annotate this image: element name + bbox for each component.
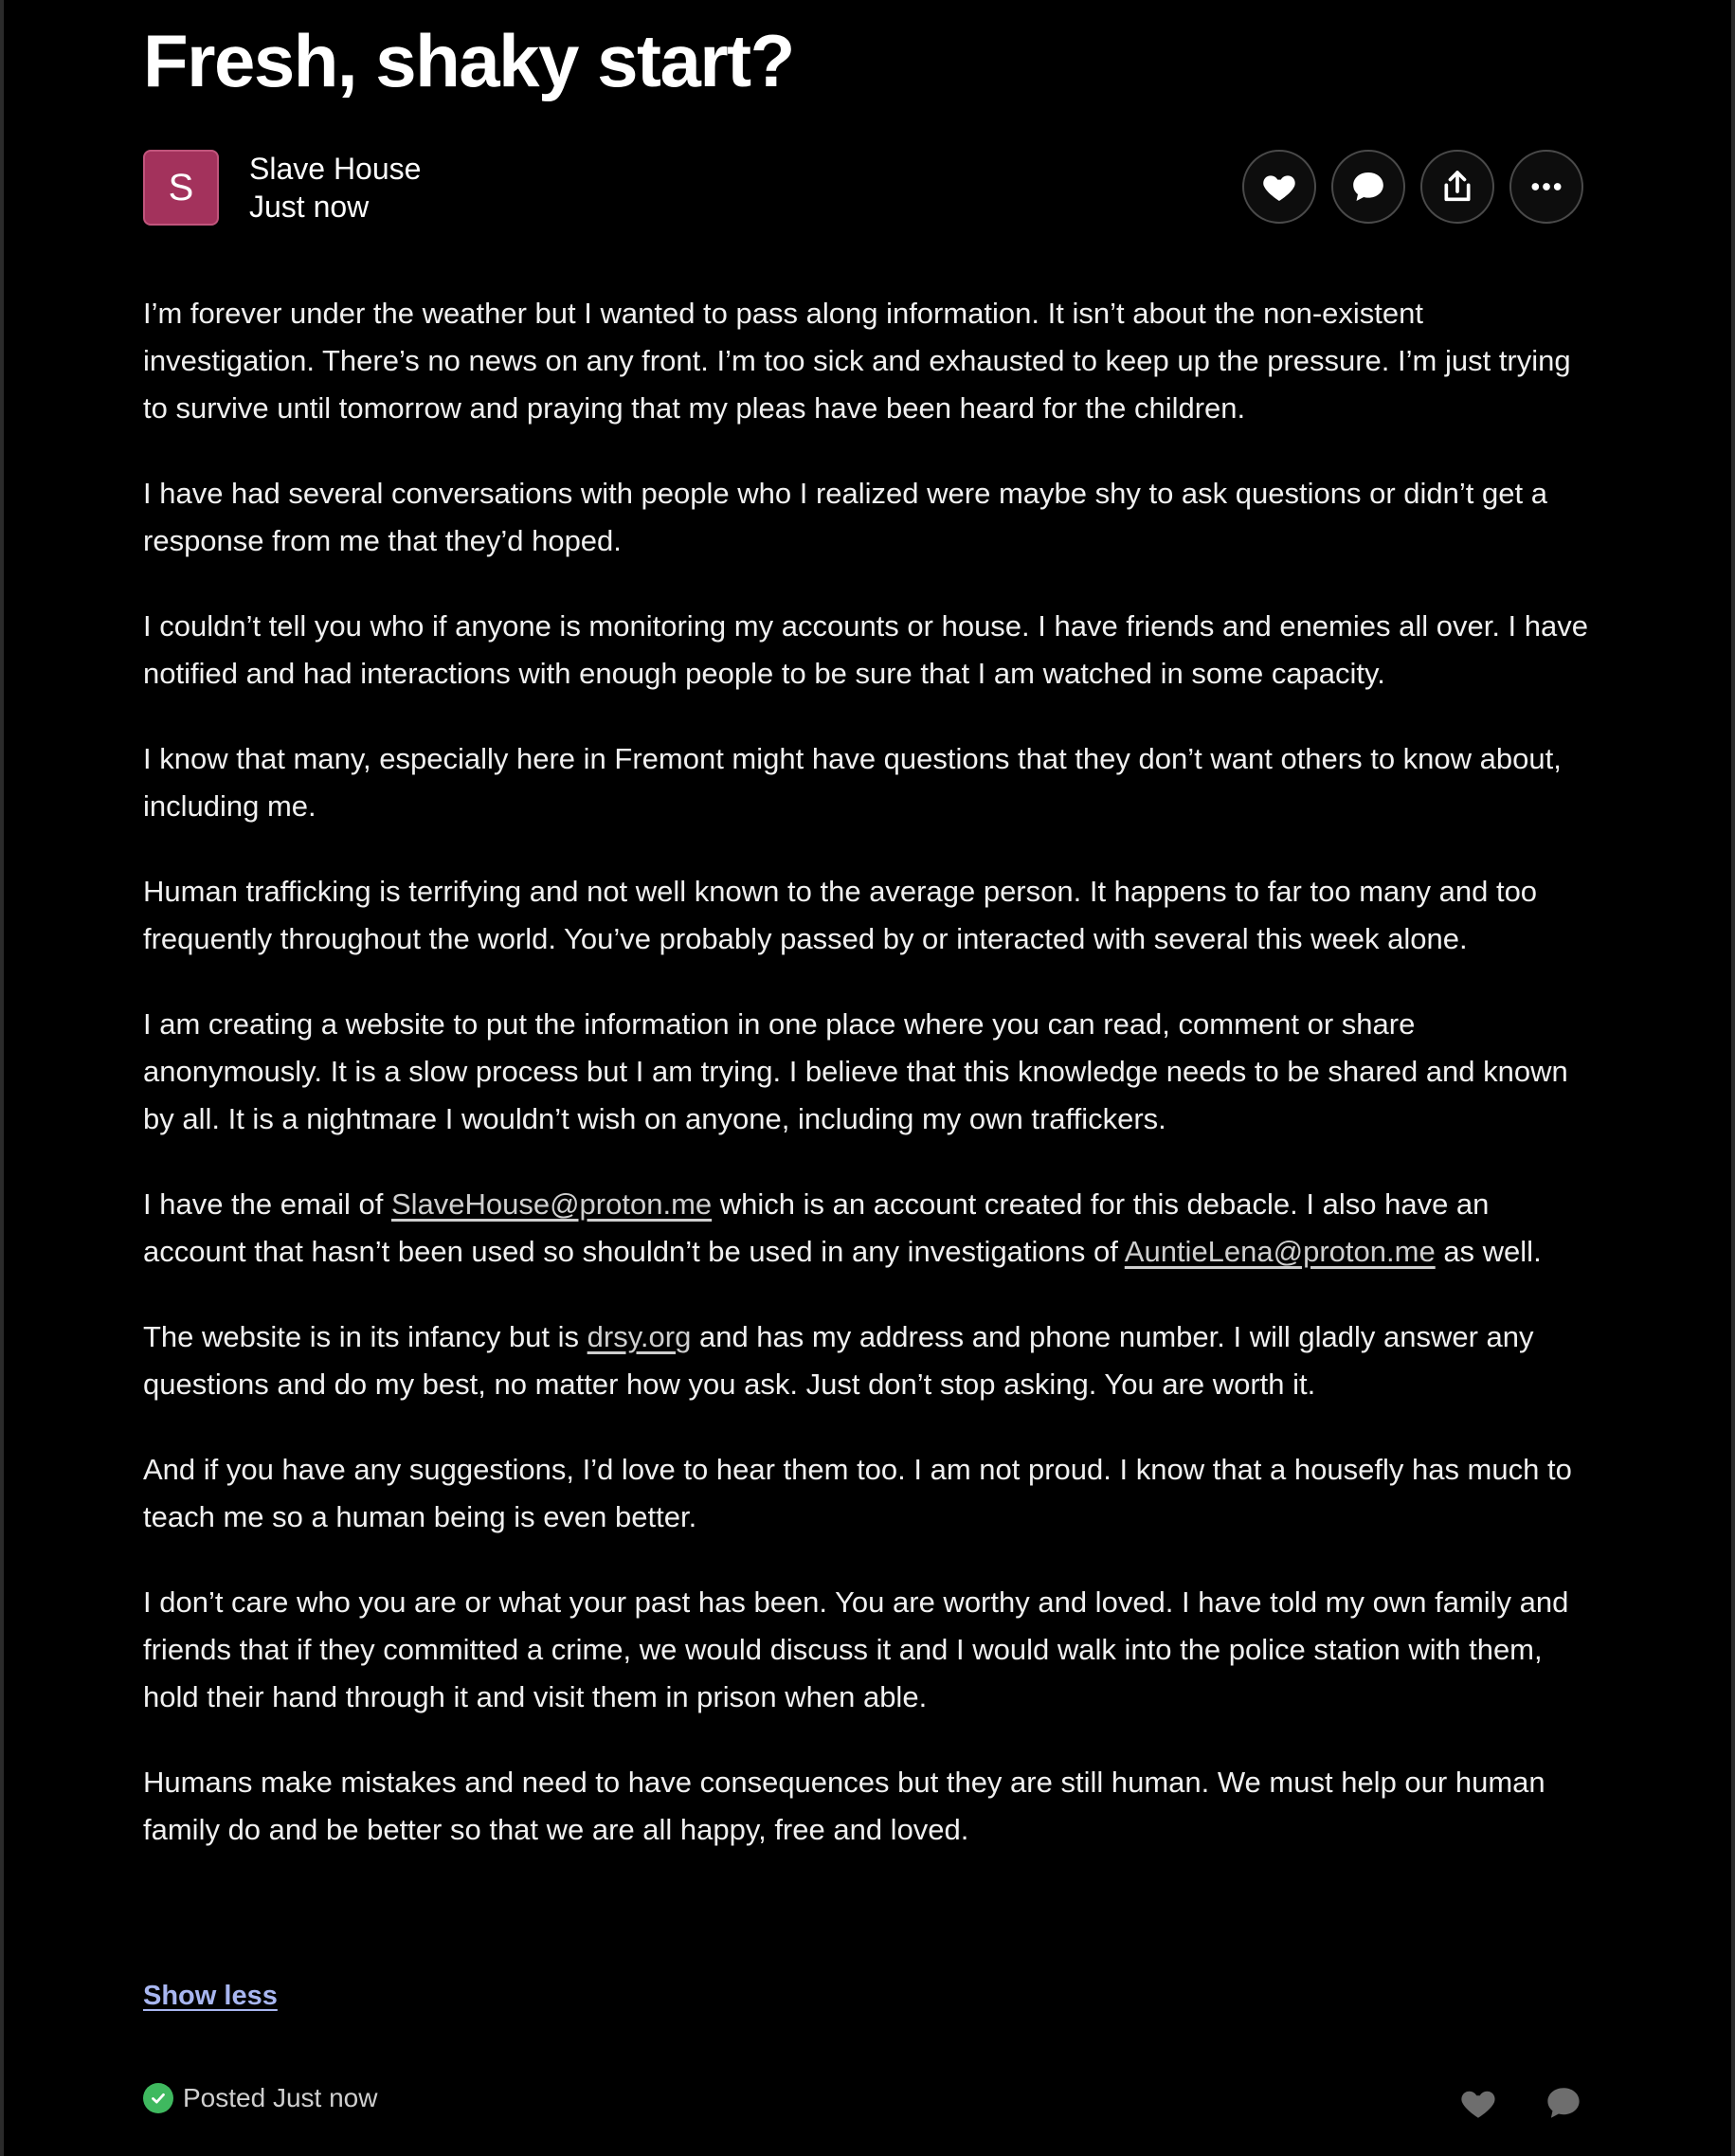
window-edge-right: [1731, 0, 1735, 2156]
paragraph-emails: [143, 1181, 1593, 1276]
heart-icon[interactable]: [1458, 2083, 1498, 2123]
comment-icon[interactable]: [1544, 2083, 1583, 2123]
paragraph-website: [143, 1314, 1593, 1408]
posted-label: Posted Just now: [183, 2083, 378, 2112]
paragraph-text: as well.: [1435, 1235, 1542, 1268]
comment-icon: [1349, 168, 1387, 206]
window-edge-left: [0, 0, 4, 2156]
share-button[interactable]: [1420, 150, 1494, 224]
paragraph: I have had several conversations with people who I realized were maybe shy to ask questions or didn’t get a response from me that they’d hoped.: [143, 477, 1547, 557]
website-link[interactable]: drsy.org: [587, 1320, 692, 1353]
post-title: Fresh, shaky start?: [143, 19, 794, 102]
posted-status: [143, 2083, 377, 2113]
post-actions: [1242, 150, 1583, 224]
paragraph: I couldn’t tell you who if anyone is monitoring my accounts or house. I have friends and enemies all over. I have notified and had interactions with enough people to be sure that I am watched in some capacity.: [143, 609, 1589, 690]
post-footer: [143, 2083, 1583, 2121]
avatar-initial: S: [168, 166, 194, 208]
more-icon: [1527, 168, 1565, 206]
paragraph: I don’t care who you are or what your past has been. You are worthy and loved. I have told my own family and friends that if they committed a crime, we would discuss it and I would walk into the police station with them, hold their hand through it and visit them in prison when able.: [143, 1585, 1569, 1713]
author-row: [143, 150, 1583, 226]
comment-button[interactable]: [1331, 150, 1405, 224]
show-less-link[interactable]: Show less: [143, 1981, 278, 2011]
more-button[interactable]: [1509, 150, 1583, 224]
paragraph: And if you have any suggestions, I’d love to hear them too. I am not proud. I know that a housefly has much to teach me so a human being is even better.: [143, 1453, 1572, 1533]
paragraph: Human trafficking is terrifying and not well known to the average person. It happens to far too many and too frequently throughout the world. You’ve probably passed by or interacted with several this week alone.: [143, 875, 1538, 955]
paragraph: I know that many, especially here in Fremont might have questions that they don’t want others to know about, including me.: [143, 742, 1562, 823]
like-button[interactable]: [1242, 150, 1316, 224]
author-meta: [249, 150, 421, 226]
paragraph: Humans make mistakes and need to have consequences but they are still human. We must help our human family do and be better so that we are all happy, free and loved.: [143, 1766, 1545, 1846]
avatar[interactable]: [143, 150, 219, 226]
email-link-slavehouse[interactable]: SlaveHouse@proton.me: [390, 1187, 713, 1221]
paragraph-text: The website is in its infancy but is: [143, 1320, 587, 1353]
paragraph-text: which is an account created for this debacle. I also have an account that hasn’t been used so shouldn’t be used in any investigations of: [143, 1187, 1490, 1268]
paragraph: I’m forever under the weather but I wanted to pass along information. It isn’t about the non-existent investigation. There’s no news on any front. I’m too sick and exhausted to keep up the pressure. I’m just trying to survive until tomorrow and praying that my pleas have been heard for the children.: [143, 297, 1571, 425]
paragraph-text: I have the email of: [143, 1187, 391, 1221]
paragraph-text: and has my address and phone number. I will gladly answer any questions and do my best, no matter how you ask. Just don’t stop asking. You are worth it.: [143, 1320, 1534, 1401]
footer-actions: [1458, 2083, 1583, 2123]
heart-icon: [1260, 168, 1298, 206]
check-circle-icon: [143, 2083, 173, 2113]
email-link-auntielena[interactable]: AuntieLena@proton.me: [1124, 1235, 1436, 1268]
post-body: [143, 290, 1593, 1892]
paragraph: I am creating a website to put the information in one place where you can read, comment or share anonymously. It is a slow process but I am trying. I believe that this knowledge needs to be shared and known by all. It is a nightmare I wouldn’t wish on anyone, including my own traffickers.: [143, 1007, 1568, 1135]
post-time: Just now: [249, 190, 370, 224]
share-icon: [1438, 168, 1476, 206]
author-name[interactable]: Slave House: [249, 152, 422, 186]
